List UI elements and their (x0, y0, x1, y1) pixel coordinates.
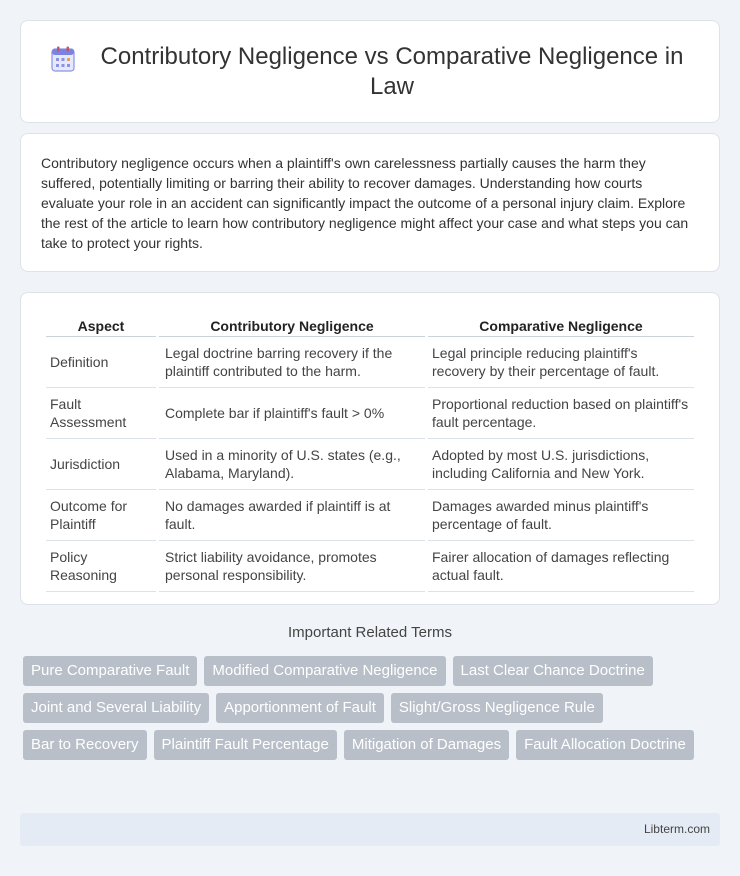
related-terms-heading: Important Related Terms (288, 624, 452, 641)
comparative-cell: Proportional reduction based on plaintiff's fault percentage. (428, 388, 694, 439)
aspect-cell: Jurisdiction (46, 439, 156, 490)
related-terms-list (23, 656, 703, 760)
footer (20, 813, 720, 846)
table-header-row (46, 313, 694, 337)
footer-site-link[interactable]: Libterm.com (643, 822, 710, 836)
aspect-cell: Definition (46, 337, 156, 388)
related-term-tag[interactable]: Plaintiff Fault Percentage (154, 730, 337, 760)
page-title: Contributory Negligence vs Comparative Negligence in Law (100, 42, 684, 100)
related-term-tag[interactable]: Slight/Gross Negligence Rule (391, 693, 603, 723)
contributory-cell: Complete bar if plaintiff's fault > 0% (159, 388, 425, 439)
aspect-cell: Fault Assessment (46, 388, 156, 439)
comparative-cell: Legal principle reducing plaintiff's recovery by their percentage of fault. (428, 337, 694, 388)
related-term-tag[interactable]: Mitigation of Damages (344, 730, 509, 760)
column-header-aspect: Aspect (46, 313, 156, 337)
title-card (20, 20, 720, 123)
intro-card (20, 133, 720, 272)
comparison-table (43, 313, 697, 592)
intro-paragraph: Contributory negligence occurs when a plaintiff's own carelessness partially causes the harm they suffered, potentially limiting or barring their ability to recover damages. Understanding how courts evaluate your role in an accident can significantly impact the outcome of a personal injury claim. Explore the rest of the article to learn how contributory negligence might affect your case and what steps you can take to protect your rights. (41, 155, 689, 251)
comparative-cell: Adopted by most U.S. jurisdictions, including California and New York. (428, 439, 694, 490)
related-term-tag[interactable]: Modified Comparative Negligence (204, 656, 445, 686)
related-term-tag[interactable]: Bar to Recovery (23, 730, 147, 760)
contributory-cell: Used in a minority of U.S. states (e.g., Alabama, Maryland). (159, 439, 425, 490)
related-term-tag[interactable]: Apportionment of Fault (216, 693, 384, 723)
related-term-tag[interactable]: Joint and Several Liability (23, 693, 209, 723)
aspect-cell: Outcome for Plaintiff (46, 490, 156, 541)
column-header-contributory: Contributory Negligence (159, 313, 425, 337)
comparative-cell: Damages awarded minus plaintiff's percentage of fault. (428, 490, 694, 541)
table-row (46, 337, 694, 388)
contributory-cell: No damages awarded if plaintiff is at fault. (159, 490, 425, 541)
table-row (46, 439, 694, 490)
contributory-cell: Strict liability avoidance, promotes personal responsibility. (159, 541, 425, 592)
title-wrap (51, 42, 689, 102)
document-list-icon (51, 46, 75, 72)
comparative-cell: Fairer allocation of damages reflecting actual fault. (428, 541, 694, 592)
related-term-tag[interactable]: Last Clear Chance Doctrine (453, 656, 653, 686)
contributory-cell: Legal doctrine barring recovery if the plaintiff contributed to the harm. (159, 337, 425, 388)
table-row (46, 541, 694, 592)
table-row (46, 388, 694, 439)
table-row (46, 490, 694, 541)
column-header-comparative: Comparative Negligence (428, 313, 694, 337)
related-term-tag[interactable]: Pure Comparative Fault (23, 656, 197, 686)
related-term-tag[interactable]: Fault Allocation Doctrine (516, 730, 694, 760)
aspect-cell: Policy Reasoning (46, 541, 156, 592)
comparison-table-card (20, 292, 720, 605)
